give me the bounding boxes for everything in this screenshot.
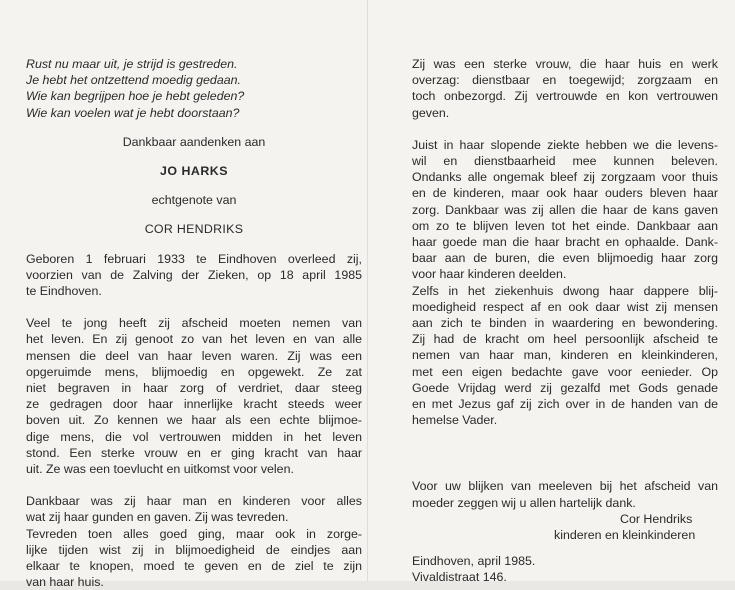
text-line: toch onbezorgd. Zij vertrouwde en kon vertrouwen bbox=[412, 89, 718, 104]
text-line: opgeruimde mens, blijmoedig en opgewekt. Ze zat bbox=[26, 364, 362, 379]
text-line: Veel te jong heeft zij afscheid moeten nemen van bbox=[26, 316, 362, 331]
text-line: geven. bbox=[412, 105, 450, 120]
poem-line: Wie kan begrijpen hoe je hebt geleden? bbox=[26, 89, 245, 104]
text-line: stond. Een sterke vrouw en er ging kracht van haar bbox=[26, 445, 362, 460]
text-line: en de kinderen, maar ook haar ouders bleven haar bbox=[412, 186, 718, 201]
text-line: nemen van haar man, kinderen en kleinkinderen, bbox=[412, 348, 718, 363]
signature-block bbox=[412, 511, 718, 543]
text-line: dige mens, die vol vertrouwen midden in het leven bbox=[26, 429, 362, 444]
address-block bbox=[412, 553, 718, 585]
poem-line: Wie kan voelen wat je hebt doorstaan? bbox=[26, 105, 240, 120]
strength-paragraph bbox=[412, 56, 718, 121]
text-line: voor haar kinderen deelden. bbox=[412, 267, 567, 282]
gratitude-paragraph bbox=[26, 493, 362, 590]
text-line: te Eindhoven. bbox=[26, 284, 102, 299]
text-line: mensen die deel van haar leven waren. Zij was een bbox=[26, 348, 362, 363]
text-line: Ondanks alle ongemak bleef zij zorgzaam voor thuis bbox=[412, 170, 718, 185]
text-line: Zij had de kracht om heel persoonlijk afscheid te bbox=[412, 332, 718, 347]
text-line: overzag: dienstbaar en toegewijd; zorgzaam en bbox=[412, 73, 718, 88]
poem bbox=[26, 56, 362, 121]
text-line: haar goede man die haar bracht en ophaalde. Dank- bbox=[412, 235, 718, 250]
text-line: Juist in haar slopende ziekte hebben we die levens- bbox=[412, 137, 718, 152]
text-line: Zij was een sterke vrouw, die haar huis en werk bbox=[412, 57, 718, 71]
poem-line: Rust nu maar uit, je strijd is gestreden. bbox=[26, 57, 238, 71]
right-page bbox=[412, 56, 718, 586]
text-line: Geboren 1 februari 1933 te Eindhoven overleed zij, bbox=[26, 251, 362, 266]
left-page bbox=[26, 56, 362, 590]
thanks-paragraph bbox=[412, 478, 718, 510]
life-paragraph bbox=[26, 315, 362, 477]
birth-paragraph bbox=[26, 251, 362, 300]
text-line: boven uit. Zo kennen we haar als een echte blijmoe- bbox=[26, 413, 362, 428]
text-line: uit. Ze was een toevlucht en uitkomst voor velen. bbox=[26, 462, 294, 477]
text-line: wat zij haar gunden en gaven. Zij was tevreden. bbox=[26, 510, 289, 525]
text-line: Tevreden toen alles goed ging, maar ook in zorge- bbox=[26, 526, 362, 541]
signature-name: Cor Hendriks bbox=[620, 511, 693, 526]
text-line: hemelse Vader. bbox=[412, 413, 498, 428]
card-fold bbox=[367, 0, 368, 581]
text-line: moeder zeggen wij u allen hartelijk dank. bbox=[412, 495, 636, 510]
text-line: elkaar te knopen, moed te geven en de ziel te zijn bbox=[26, 559, 362, 574]
text-line: Goede Vrijdag werd zij gezalfd met Gods genade bbox=[412, 380, 718, 395]
memorial-heading bbox=[26, 134, 362, 238]
text-line: het leven. En zij genoot zo van het leven en van alle bbox=[26, 332, 362, 347]
text-line: Dankbaar was zij haar man en kinderen voor alles bbox=[26, 494, 362, 509]
text-line: aan zich te binden in waardering en bewondering. bbox=[412, 316, 718, 331]
street-address: Vivaldistraat 146. bbox=[412, 570, 507, 585]
text-line: Zelfs in het ziekenhuis dwong haar dappere blij- bbox=[412, 283, 718, 298]
text-line: moedigheid respect af en ook daar wist zij mensen bbox=[412, 299, 718, 314]
illness-paragraph bbox=[412, 137, 718, 429]
text-line: niet begraven in haar zorg of verdriet, daar steeg bbox=[26, 381, 362, 396]
spouse-name: COR HENDRIKS bbox=[144, 222, 244, 237]
memorial-intro: Dankbaar aandenken aan bbox=[122, 134, 266, 149]
text-line: voorzien van de Zalving der Zieken, op 18 april 1985 bbox=[26, 267, 362, 282]
text-line: lijke tijden wist zij in blijmoedigheid de eindjes aan bbox=[26, 542, 362, 557]
text-line: van haar huis. bbox=[26, 575, 104, 590]
text-line: baar aan de buren, die even blijmoedig haar zorg bbox=[412, 251, 718, 266]
text-line: Voor uw blijken van meeleven bij het afscheid van bbox=[412, 479, 718, 494]
text-line: en met Jezus gaf zij zich over in de handen van de bbox=[412, 397, 718, 412]
deceased-name: JO HARKS bbox=[159, 164, 229, 179]
memorial-relation: echtgenote van bbox=[151, 193, 237, 208]
signature-family: kinderen en kleinkinderen bbox=[554, 528, 696, 543]
text-line: om zo te blijven leven tot het einde. Dankbaar aan bbox=[412, 218, 718, 233]
text-line: zorg. Dankbaar was zij allen die haar de kans gaven bbox=[412, 202, 718, 217]
place-date: Eindhoven, april 1985. bbox=[412, 554, 536, 569]
text-line: ze gedragen door haar innerlijke kracht steeds weer bbox=[26, 397, 362, 412]
text-line: wil en dienstbaarheid mee kunnen beleven. bbox=[412, 154, 718, 169]
text-line: met een eigen bedachte gave voor eenieder. Op bbox=[412, 364, 718, 379]
poem-line: Je hebt het ontzettend moedig gedaan. bbox=[26, 73, 241, 88]
